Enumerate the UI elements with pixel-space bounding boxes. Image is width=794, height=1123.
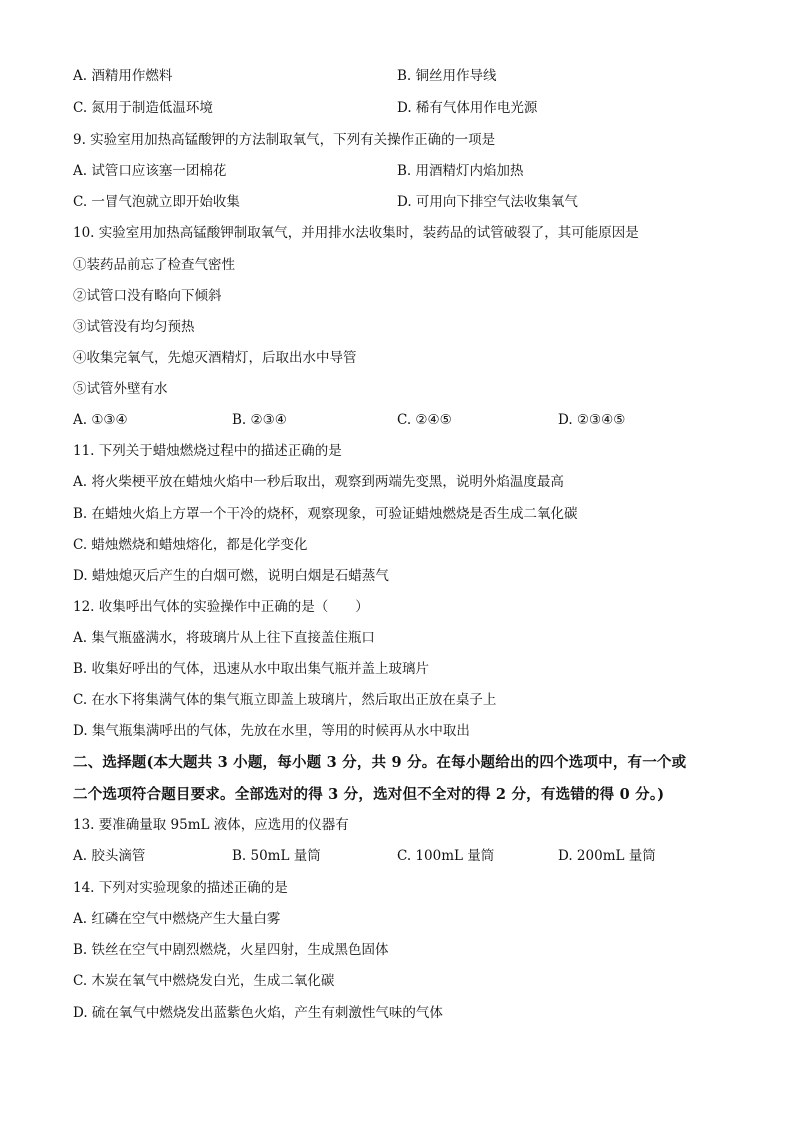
q10-option-b: B. ②③④ [232, 412, 287, 428]
q11-option-d: D. 蜡烛熄灭后产生的白烟可燃，说明白烟是石蜡蒸气 [73, 568, 389, 584]
q12-option-b: B. 收集好呼出的气体，迅速从水中取出集气瓶并盖上玻璃片 [73, 661, 430, 677]
q13-option-b: B. 50mL 量筒 [232, 848, 321, 864]
q9-stem: 9. 实验室用加热高锰酸钾的方法制取氧气，下列有关操作正确的一项是 [73, 132, 496, 148]
q12-option-c: C. 在水下将集满气体的集气瓶立即盖上玻璃片，然后取出正放在桌子上 [73, 692, 497, 708]
q10-option-a: A. ①③④ [73, 412, 128, 428]
q11-option-c: C. 蜡烛燃烧和蜡烛熔化，都是化学变化 [73, 537, 308, 553]
q13-option-c: C. 100mL 量筒 [397, 848, 495, 864]
q10-item-3: ③试管没有均匀预热 [73, 319, 195, 335]
q9-option-c: C. 一冒气泡就立即开始收集 [73, 194, 240, 210]
q14-stem: 14. 下列对实验现象的描述正确的是 [73, 880, 288, 896]
q11-option-a: A. 将火柴梗平放在蜡烛火焰中一秒后取出，观察到两端先变黑，说明外焰温度最高 [73, 474, 564, 490]
q12-stem: 12. 收集呼出气体的实验操作中正确的是（ ） [73, 599, 369, 615]
q13-stem: 13. 要准确量取 95mL 液体，应选用的仪器有 [73, 817, 349, 833]
q11-stem: 11. 下列关于蜡烛燃烧过程中的描述正确的是 [73, 443, 342, 459]
section2-heading-line1: 二、选择题(本大题共 3 小题，每小题 3 分，共 9 分。在每小题给出的四个选项中，有一个或 [73, 754, 687, 771]
q13-option-a: A. 胶头滴管 [73, 848, 146, 864]
q12-option-d: D. 集气瓶集满呼出的气体，先放在水里，等用的时候再从水中取出 [73, 723, 470, 739]
q10-option-d: D. ②③④⑤ [558, 412, 626, 428]
q12-option-a: A. 集气瓶盛满水，将玻璃片从上往下直接盖住瓶口 [73, 630, 375, 646]
q8-option-d: D. 稀有气体用作电光源 [397, 100, 538, 116]
q14-option-a: A. 红磷在空气中燃烧产生大量白雾 [73, 911, 281, 927]
q10-item-2: ②试管口没有略向下倾斜 [73, 288, 222, 304]
q8-option-c: C. 氮用于制造低温环境 [73, 100, 213, 116]
q10-option-c: C. ②④⑤ [397, 412, 452, 428]
q14-option-b: B. 铁丝在空气中剧烈燃烧，火星四射，生成黑色固体 [73, 942, 389, 958]
q10-item-4: ④收集完氧气，先熄灭酒精灯，后取出水中导管 [73, 350, 357, 366]
section2-heading-line2: 二个选项符合题目要求。全部选对的得 3 分，选对但不全对的得 2 分，有选错的得 0 分。) [73, 786, 665, 803]
q14-option-d: D. 硫在氧气中燃烧发出蓝紫色火焰，产生有刺激性气味的气体 [73, 1005, 443, 1021]
q9-option-d: D. 可用向下排空气法收集氧气 [397, 194, 578, 210]
q9-option-b: B. 用酒精灯内焰加热 [397, 163, 524, 179]
q13-option-d: D. 200mL 量筒 [558, 848, 656, 864]
q10-item-5: ⑤试管外壁有水 [73, 381, 168, 397]
q11-option-b: B. 在蜡烛火焰上方罩一个干冷的烧杯，观察现象，可验证蜡烛燃烧是否生成二氧化碳 [73, 506, 578, 522]
q10-stem: 10. 实验室用加热高锰酸钾制取氧气，并用排水法收集时，装药品的试管破裂了，其可能原因是 [73, 225, 639, 241]
q9-option-a: A. 试管口应该塞一团棉花 [73, 163, 227, 179]
q8-option-b: B. 铜丝用作导线 [397, 68, 497, 84]
q14-option-c: C. 木炭在氧气中燃烧发白光，生成二氧化碳 [73, 973, 335, 989]
q8-option-a: A. 酒精用作燃料 [73, 68, 173, 84]
q10-item-1: ①装药品前忘了检查气密性 [73, 257, 235, 273]
